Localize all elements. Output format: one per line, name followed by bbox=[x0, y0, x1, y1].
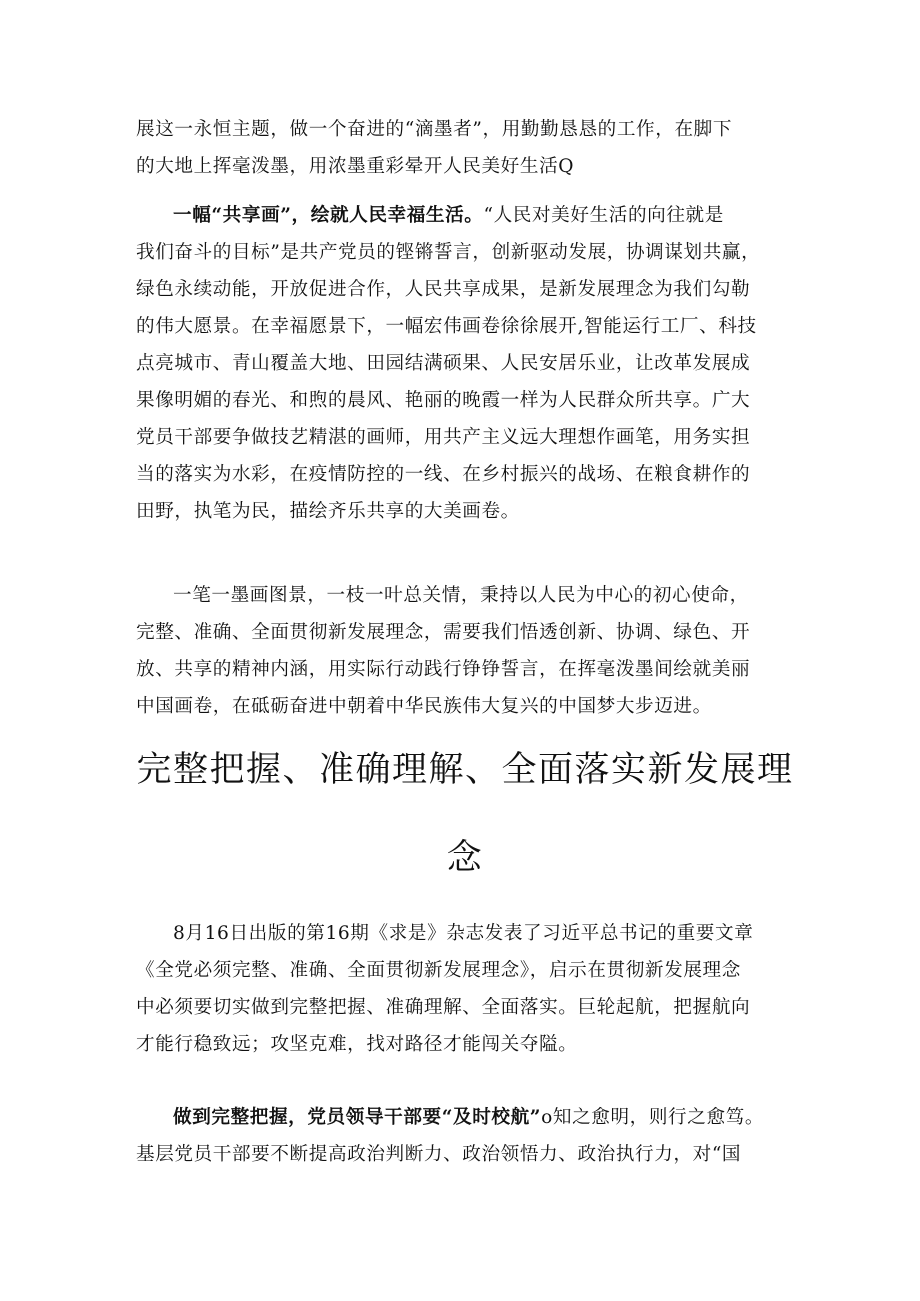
article-title bbox=[120, 738, 810, 890]
paragraph-line: 我们奋斗的目标”是共产党员的铿锵誓言，创新驱动发展，协调谋划共赢， bbox=[136, 242, 761, 263]
paragraph-5 bbox=[136, 1099, 796, 1173]
bold-lead: 做到完整把握，党员领导干部要“及时校航” bbox=[173, 1107, 542, 1128]
paragraph-first-line: 一笔一墨画图景，一枝一叶总关情，秉持以人民为中心的初心使命， bbox=[173, 585, 749, 606]
title-line: 完整把握、准确理解、全面落实新发展理 bbox=[136, 750, 794, 790]
paragraph-line: 的伟大愿景。在幸福愿景下，一幅宏伟画卷徐徐展开,智能运行工厂、科技 bbox=[136, 316, 757, 337]
bold-lead: 一幅“共享画”，绘就人民幸福生活。 bbox=[173, 205, 484, 226]
paragraph-1 bbox=[136, 111, 796, 185]
paragraph-line: 点亮城市、青山覆盖大地、田园结满硕果、人民安居乐业，让改革发展成 bbox=[136, 353, 751, 374]
paragraph-2 bbox=[136, 197, 796, 530]
paragraph-line: 田野，执笔为民，描绘齐乐共享的大美画卷。 bbox=[136, 501, 520, 522]
paragraph-line: 基层党员干部要不断提高政治判断力、政治领悟力、政治执行力，对“国 bbox=[136, 1144, 742, 1165]
paragraph-3 bbox=[136, 577, 796, 725]
paragraph-line: 展这一永恒主题，做一个奋进的“滴墨者”，用勤勤恳恳的工作，在脚下 bbox=[136, 119, 733, 140]
paragraph-line: 党员干部要争做技艺精湛的画师，用共产主义远大理想作画笔，用务实担 bbox=[136, 427, 751, 448]
paragraph-line: 绿色永续动能，开放促进合作，人民共享成果，是新发展理念为我们勾勒 bbox=[136, 279, 751, 300]
paragraph-line: 才能行稳致远；攻坚克难，找对路径才能闯关夺隘。 bbox=[136, 1034, 578, 1055]
paragraph-line: 中必须要切实做到完整把握、准确理解、全面落实。巨轮起航，把握航向 bbox=[136, 997, 751, 1018]
paragraph-line: 的大地上挥毫泼墨，用浓墨重彩晕开人民美好生活Q bbox=[136, 156, 575, 177]
paragraph-line: 果像明媚的春光、和煦的晨风、艳丽的晚霞一样为人民群众所共享。广大 bbox=[136, 390, 751, 411]
title-line: 念 bbox=[446, 838, 484, 878]
lead-rest: o知之愈明，则行之愈笃。 bbox=[541, 1107, 765, 1128]
lead-rest: “人民对美好生活的向往就是 bbox=[483, 205, 724, 226]
paragraph-first-line bbox=[136, 197, 796, 234]
paragraph-line: 中国画卷，在砥砺奋进中朝着中华民族伟大复兴的中国梦大步迈进。 bbox=[136, 696, 712, 717]
paragraph-4 bbox=[136, 915, 796, 1063]
paragraph-line: 《全党必须完整、准确、全面贯彻新发展理念》，启示在贯彻新发展理念 bbox=[136, 960, 741, 981]
paragraph-line: 放、共享的精神内涵，用实际行动践行铮铮誓言，在挥毫泼墨间绘就美丽 bbox=[136, 659, 751, 680]
paragraph-line: 完整、准确、全面贯彻新发展理念，需要我们悟透创新、协调、绿色、开 bbox=[136, 622, 751, 643]
paragraph-line: 当的落实为水彩，在疫情防控的一线、在乡村振兴的战场、在粮食耕作的 bbox=[136, 464, 751, 485]
paragraph-first-line bbox=[136, 1099, 796, 1136]
paragraph-first-line: 8月16日出版的第16期《求是》杂志发表了习近平总书记的重要文章 bbox=[173, 923, 754, 944]
